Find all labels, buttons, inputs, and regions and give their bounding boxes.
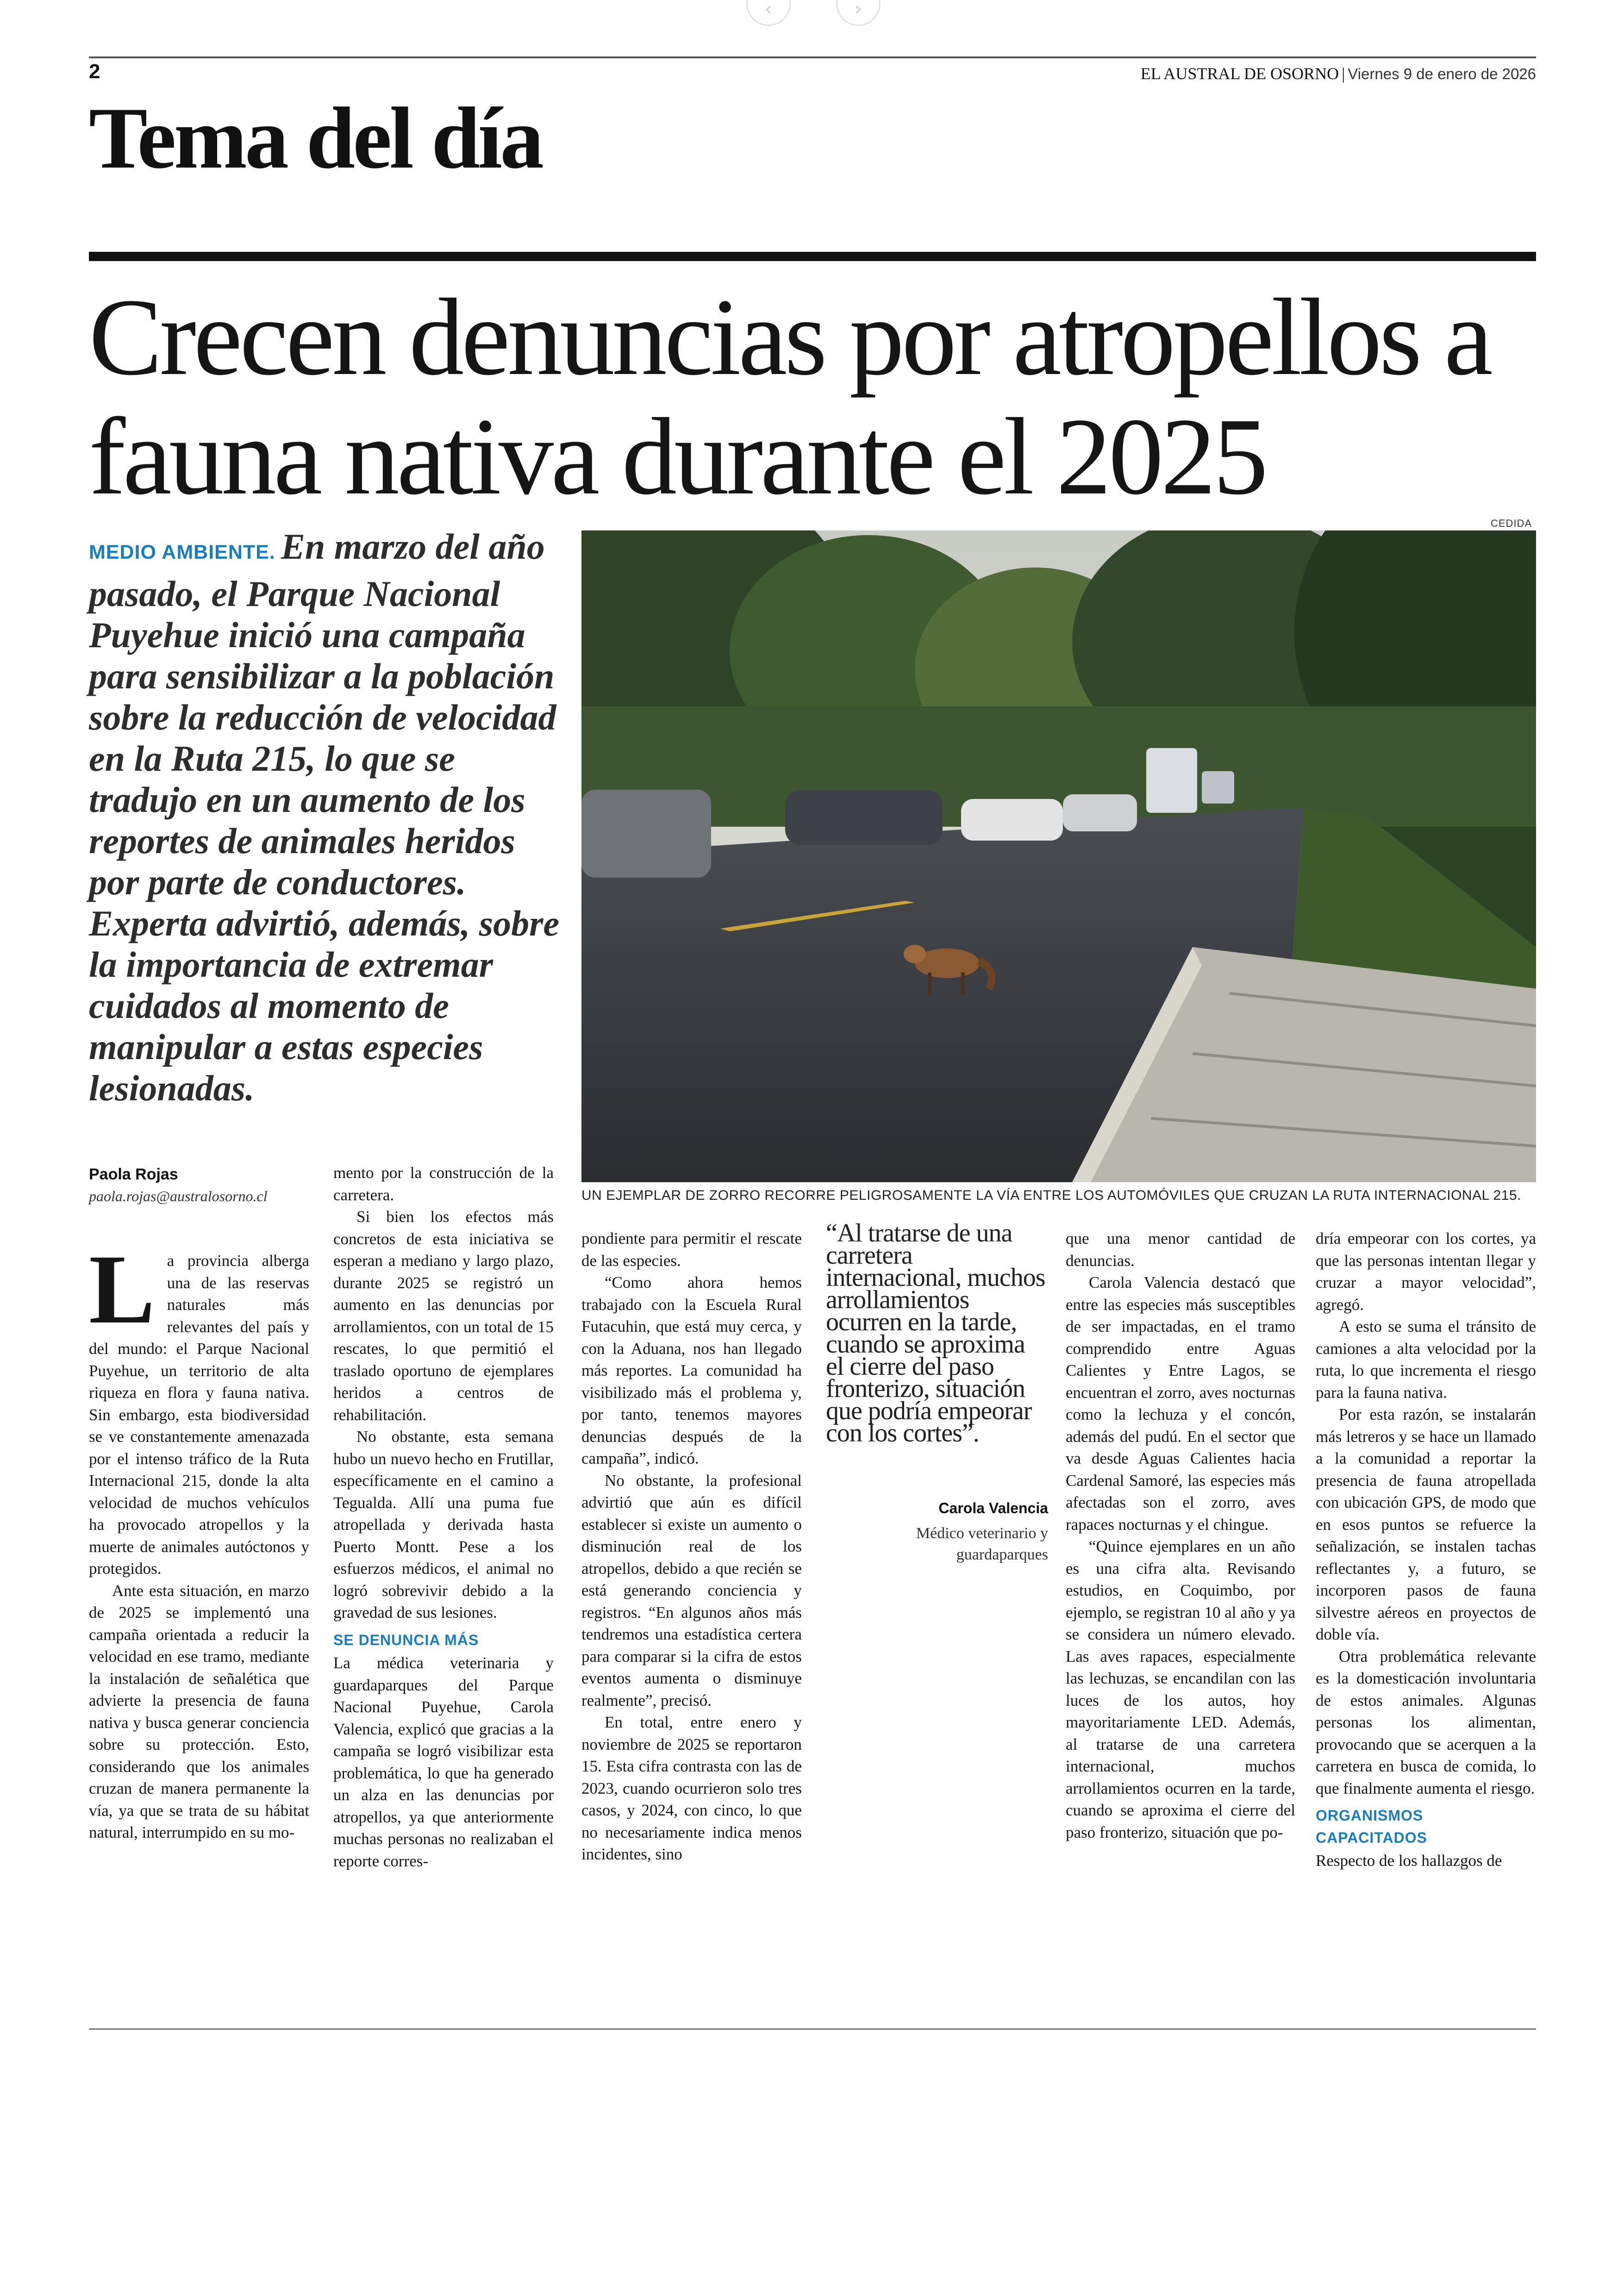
lead-label: MEDIO AMBIENTE. — [89, 541, 275, 563]
drop-cap: L — [89, 1235, 155, 1344]
lead-paragraph — [89, 526, 561, 1109]
paragraph: No obstante, la profesional advirtió que aún es difícil establecer si existe un aumento o disminución real de los atropellos, debido a que recién se está generando conciencia y registros. “En algunos años más tendremos una estadística certera para comparar si la cifra de estos eventos aumenta o disminuye realmente”, precisó. — [581, 1471, 802, 1709]
article-column-1 — [89, 1235, 309, 1844]
newspaper-name: EL AUSTRAL DE OSORNO — [1140, 64, 1339, 83]
article-column-3 — [581, 1228, 802, 1865]
paragraph: Por esta razón, se instalarán más letreros y se hace un llamado a la comunidad a reportar la presencia de fauna atropellada con ubicación GPS, de modo que en esos puntos se refuerce la señalización, se instalen tachas reflectantes y, a futuro, se incorporen pasos de fauna silvestre aéreos en proyectos de doble vía. — [1316, 1405, 1536, 1643]
issue-date: Viernes 9 de enero de 2026 — [1348, 65, 1536, 82]
header-rule — [89, 56, 1536, 58]
paragraph: A esto se suma el tránsito de camiones a alta velocidad por la ruta, lo que incrementa el riesgo para la fauna nativa. — [1316, 1317, 1536, 1402]
pull-quote: “Al tratarse de una carretera internacional, muchos arrollamientos ocurren en la tarde, cuando se aproxima el cierre del paso fronterizo, situación que podría empeorar con los cortes”. — [826, 1219, 1045, 1447]
photo-credit: CEDIDA — [1491, 518, 1532, 529]
paragraph: Si bien los efectos más concretos de esta iniciativa se esperan a mediano y largo plazo, durante 2025 se registró un aumento en las denuncias por arrollamientos, con un total de 15 rescates, lo que permitió el traslado oportuno de ejemplares heridos a centros de rehabilitación. — [333, 1208, 554, 1424]
paragraph: Carola Valencia destacó que entre las especies más susceptibles de ser impactadas, en el tramo comprendido entre Aguas Calientes y Entre Lagos, se encuentran el zorro, aves nocturnas como la lechuza y el concón, además del pudú. En el sector que va desde Aguas Calientes hacia Cardenal Samoré, las especies más afectadas son el zorro, aves rapaces nocturnas y el chingue. — [1066, 1273, 1295, 1534]
paragraph: No obstante, esta semana hubo un nuevo hecho en Frutillar, específicamente en el camino a Tegualda. Allí una puma fue atropellada y derivada hasta Puerto Montt. Pese a los esfuerzos médicos, el animal no logró sobrevivir debido a la gravedad de sus lesiones. — [333, 1428, 554, 1621]
paragraph: pondiente para permitir el rescate de las especies. — [581, 1229, 802, 1270]
masthead-separator: | — [1342, 64, 1345, 83]
photo-caption: UN EJEMPLAR DE ZORRO RECORRE PELIGROSAMENTE LA VÍA ENTRE LOS AUTOMÓVILES QUE CRUZAN LA RUTA INTERNACIONAL 215. — [581, 1188, 1521, 1203]
paragraph — [89, 1235, 309, 1580]
paragraph: Respecto de los hallazgos de — [1316, 1852, 1502, 1870]
paragraph: La médica veterinaria y guardaparques del Parque Nacional Puyehue, Carola Valencia, explicó que gracias a la campaña se logró visibilizar esta problemática, lo que ha generado un alza en las denuncias por atropellos, ya que anteriormente muchas personas no realizaban el reporte corres- — [333, 1654, 554, 1870]
paragraph: que una menor cantidad de denuncias. — [1066, 1229, 1295, 1270]
section-rule — [89, 252, 1536, 261]
subheading: ORGANISMOS CAPACITADOS — [1316, 1807, 1427, 1846]
byline-name: Paola Rojas — [89, 1166, 178, 1183]
article-column-6 — [1316, 1228, 1536, 1872]
chevron-left-icon[interactable]: ‹ — [746, 0, 791, 26]
paragraph: “Quince ejemplares en un año es una cifra alta. Revisando estudios, en Coquimbo, por ejemplo, se registran 10 al año y ya se considera un número elevado. Las aves rapaces, especialmente las lechuzas, se encandilan con las luces de los autos, hoy mayoritariamente LED. Además, al tratarse de una carretera internacional, muchos arrollamientos ocurren en la tarde, cuando se aproxima el cierre del paso fronterizo, situación que po- — [1066, 1537, 1295, 1841]
paragraph: Otra problemática relevante es la domesticación involuntaria de estos animales. Algunas personas los alimentan, provocando que se acerquen a la carretera en busca de comida, lo que finalmente aumenta el riesgo. — [1316, 1647, 1536, 1797]
paragraph: mento por la construcción de la carretera. — [333, 1164, 554, 1204]
paragraph: En total, entre enero y noviembre de 2025 se reportaron 15. Esta cifra contrasta con las de 2023, cuando ocurrieron solo tres casos, y 2024, con cinco, lo que no necesariamente indica menos incidentes, sino — [581, 1713, 802, 1863]
paragraph: “Como ahora hemos trabajado con la Escuela Rural Futacuhin, que está muy cerca, y con la Aduana, nos han llegado más reportes. La comunidad ha visibilizado más el problema y, por tanto, tenemos mayores denuncias después de la campaña”, indicó. — [581, 1273, 802, 1467]
paragraph-text: a provincia alberga una de las reservas naturales más relevantes del país y del mundo: el Parque Nacional Puyehue, un territorio de alta riqueza en flora y fauna nativa. Sin embargo, esta biodiversidad se ve constantemente amenazada por el intenso tráfico de la Ruta Internacional 215, donde la alta velocidad de muchos vehículos ha provocado atropellos y la muerte de animales autóctonos y protegidos. — [89, 1252, 309, 1578]
masthead — [1141, 64, 1536, 83]
headline: Crecen denuncias por atropellos a fauna nativa durante el 2025 — [89, 276, 1490, 518]
article-column-2 — [333, 1162, 554, 1872]
section-title: Tema del día — [89, 90, 542, 187]
chevron-right-icon[interactable]: › — [836, 0, 881, 26]
subheading: SE DENUNCIA MÁS — [333, 1631, 479, 1648]
quote-attribution-name: Carola Valencia — [938, 1500, 1048, 1516]
quote-attribution-role: Médico veterinario y guardaparques — [916, 1525, 1048, 1563]
byline-email[interactable]: paola.rojas@australosorno.cl — [89, 1188, 268, 1204]
article-column-5 — [1066, 1228, 1295, 1843]
page-navigation — [0, 0, 1624, 28]
page-number: 2 — [89, 60, 100, 83]
paragraph: dría empeorar con los cortes, ya que las personas intentan llegar y cruzar a mayor velocidad”, agregó. — [1316, 1229, 1536, 1314]
lead-text: En marzo del año pasado, el Parque Nacional Puyehue inició una campaña para sensibilizar a la población sobre la reducción de velocidad en la Ruta 215, lo que se tradujo en un aumento de los reportes de animales heridos por parte de conductores. Experta advirtió, además, sobre la importancia de extremar cuidados al momento de manipular a estas especies lesionadas. — [89, 526, 560, 1108]
footer-rule — [89, 2028, 1536, 2030]
article-photo — [581, 530, 1536, 1182]
fox-on-road-illustration — [581, 530, 1536, 1182]
paragraph: Ante esta situación, en marzo de 2025 se implementó una campaña orientada a reducir la velocidad en ese tramo, mediante la instalación de señalética que advierte la presencia de fauna nativa y busca generar conciencia sobre su protección. Esto, considerando que los animales cruzan de manera permanente la vía, ya que se trata de su hábitat natural, interrumpido en su mo- — [89, 1581, 309, 1841]
